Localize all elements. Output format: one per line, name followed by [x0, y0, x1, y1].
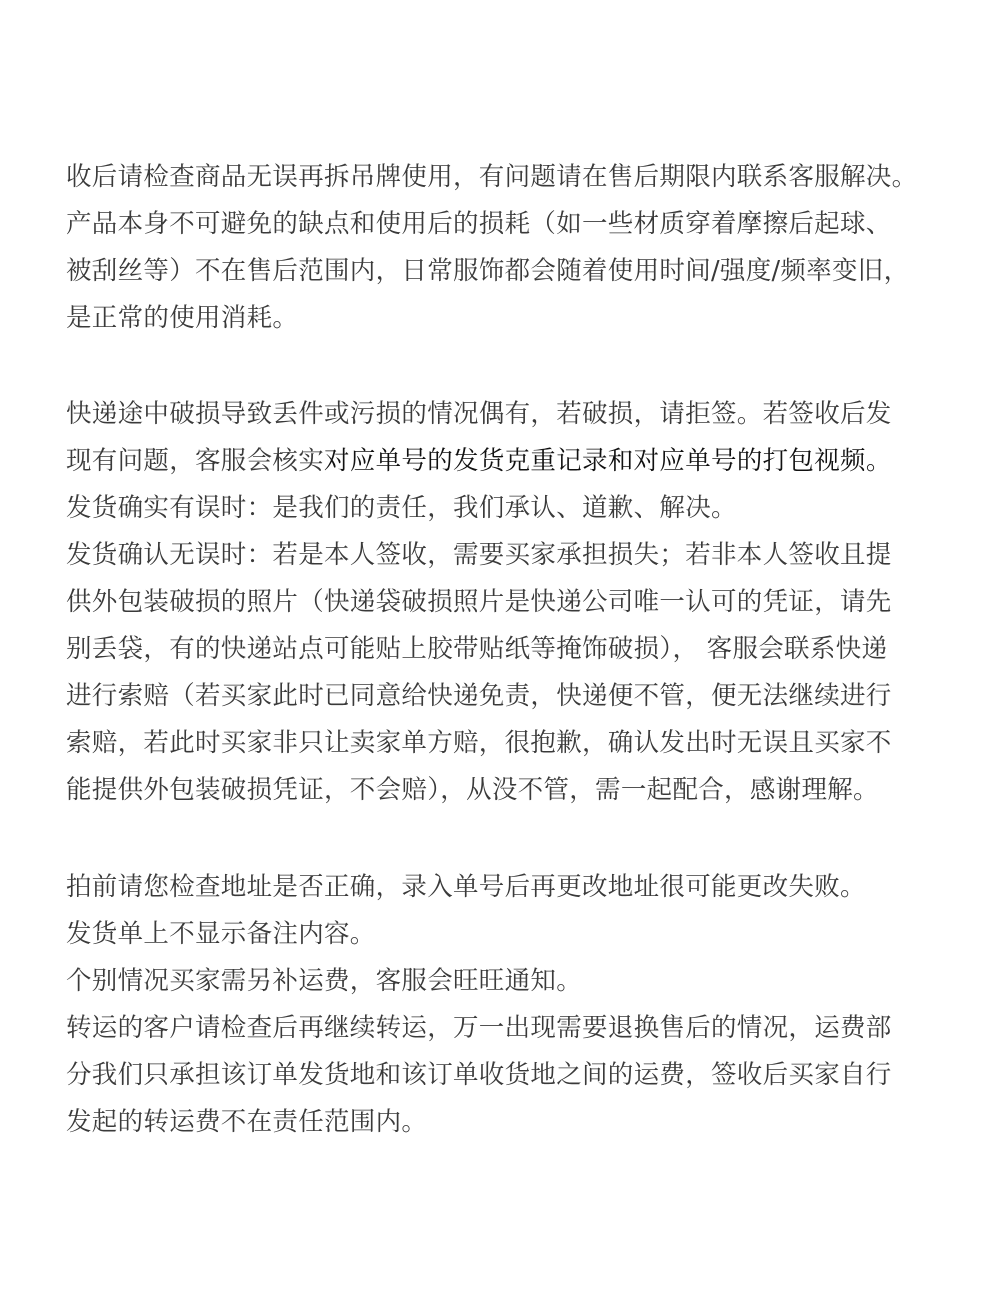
text-line-with-emphasis [66, 438, 966, 485]
emphasis-text: 对应单号的发货克重记录和对应单号的打包视频。 [324, 446, 892, 476]
paragraph-shipping-damage [66, 391, 966, 814]
text-line: 别丢袋，有的快递站点可能贴上胶带贴纸等掩饰破损）， 客服会联系快递 [66, 634, 888, 664]
paragraph-after-sales-inspection [66, 154, 966, 342]
text-segment: 现有问题，客服会核实 [66, 446, 325, 476]
text-line: 是正常的使用消耗。 [66, 303, 299, 333]
paragraph-address-and-transfer [66, 864, 966, 1146]
text-line: 收后请检查商品无误再拆吊牌使用，有问题请在售后期限内联系客服解决。 [66, 162, 918, 192]
text-line: 发货确实有误时：是我们的责任，我们承认、道歉、解决。 [66, 493, 737, 523]
text-line: 发起的转运费不在责任范围内。 [66, 1107, 428, 1137]
text-line: 转运的客户请检查后再继续转运，万一出现需要退换售后的情况，运费部 [66, 1013, 892, 1043]
text-line: 进行索赔（若买家此时已同意给快递免责，快递便不管，便无法继续进行 [66, 681, 892, 711]
text-line: 发货单上不显示备注内容。 [66, 919, 376, 949]
text-line: 快递途中破损导致丢件或污损的情况偶有，若破损，请拒签。若签收后发 [66, 399, 892, 429]
text-line: 能提供外包装破损凭证，不会赔），从没不管，需一起配合，感谢理解。 [66, 775, 879, 805]
text-line: 被刮丝等）不在售后范围内，日常服饰都会随着使用时间/强度/频率变旧， [66, 256, 910, 286]
text-line: 产品本身不可避免的缺点和使用后的损耗（如一些材质穿着摩擦后起球、 [66, 209, 892, 239]
text-line: 分我们只承担该订单发货地和该订单收货地之间的运费，签收后买家自行 [66, 1060, 892, 1090]
text-line: 索赔，若此时买家非只让卖家单方赔，很抱歉，确认发出时无误且买家不 [66, 728, 892, 758]
text-line: 发货确认无误时：若是本人签收，需要买家承担损失；若非本人签收且提 [66, 540, 892, 570]
text-line: 个别情况买家需另补运费，客服会旺旺通知。 [66, 966, 583, 996]
text-line: 供外包装破损的照片（快递袋破损照片是快递公司唯一认可的凭证，请先 [66, 587, 892, 617]
text-line: 拍前请您检查地址是否正确，录入单号后再更改地址很可能更改失败。 [66, 872, 866, 902]
